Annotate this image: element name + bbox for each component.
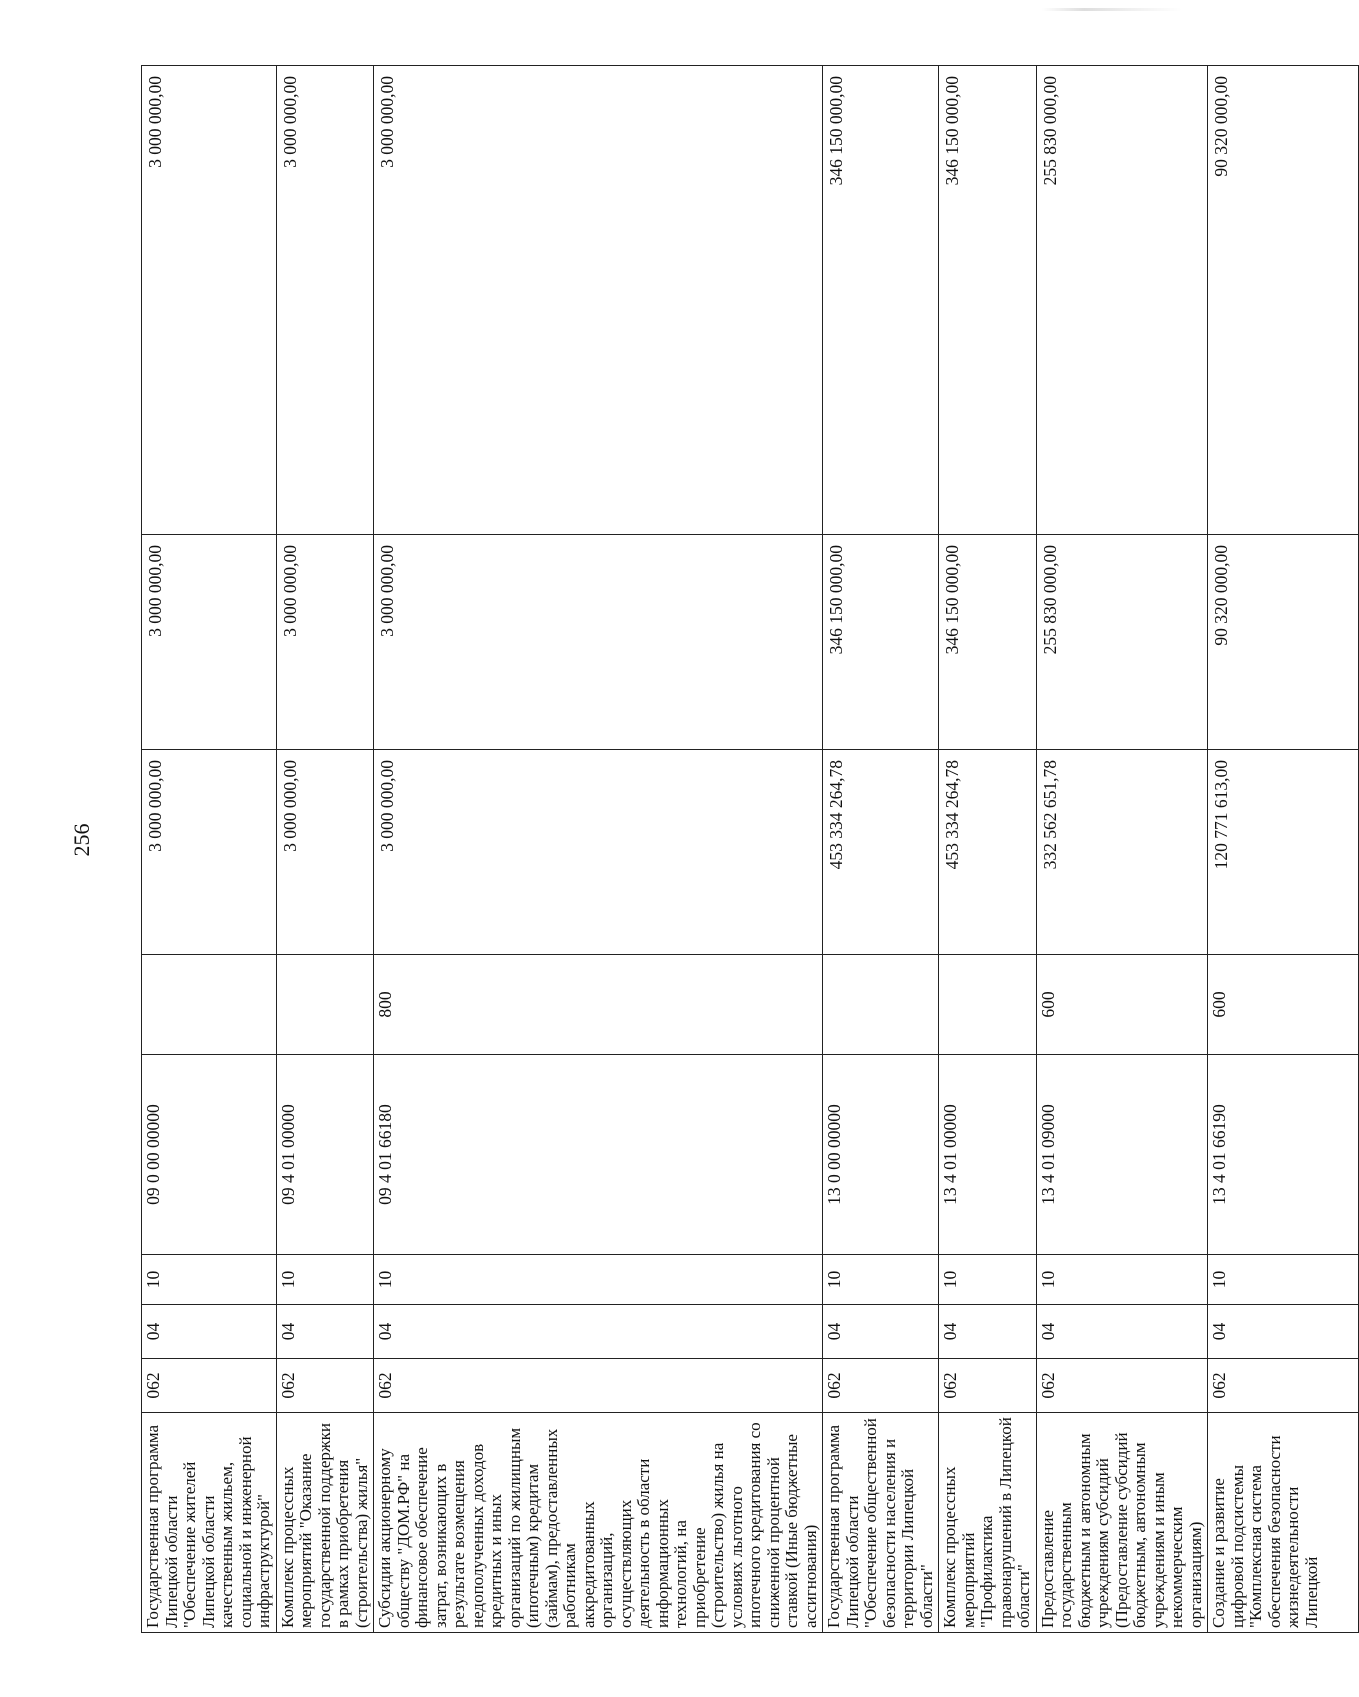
amount-year-3: 3 000 000,00 xyxy=(276,66,374,535)
subsection-code: 10 xyxy=(276,1255,374,1305)
section-code: 04 xyxy=(276,1305,374,1359)
grbs-code: 062 xyxy=(1036,1359,1208,1413)
expense-type-code: 800 xyxy=(374,955,823,1055)
amount-year-3: 346 150 000,00 xyxy=(939,66,1037,535)
row-name: Государственная программа Липецкой области "Обеспечение жителей Липецкой области качественным жильем, социальной и инженерной инфраструктурой" xyxy=(142,1413,277,1633)
subsection-code: 10 xyxy=(1036,1255,1208,1305)
amount-year-2: 255 830 000,00 xyxy=(1036,535,1208,750)
subsection-code: 10 xyxy=(142,1255,277,1305)
row-name: Комплекс процессных мероприятий "Оказание государственной поддержки в рамках приобретения (строительства) жилья" xyxy=(276,1413,374,1633)
amount-year-1: 3 000 000,00 xyxy=(276,750,374,955)
target-article-code: 13 4 01 00000 xyxy=(939,1055,1037,1255)
amount-year-3: 255 830 000,00 xyxy=(1036,66,1208,535)
subsection-code: 10 xyxy=(939,1255,1037,1305)
expense-type-code xyxy=(939,955,1037,1055)
expense-type-code xyxy=(823,955,939,1055)
section-code: 04 xyxy=(823,1305,939,1359)
amount-year-3: 3 000 000,00 xyxy=(374,66,823,535)
budget-table xyxy=(141,65,1359,1633)
amount-year-1: 120 771 613,00 xyxy=(1208,750,1359,955)
amount-year-2: 3 000 000,00 xyxy=(374,535,823,750)
table-row xyxy=(823,66,939,1633)
table-row xyxy=(1036,66,1208,1633)
amount-year-1: 332 562 651,78 xyxy=(1036,750,1208,955)
amount-year-3: 90 320 000,00 xyxy=(1208,66,1359,535)
row-name: Создание и развитие цифровой подсистемы "Комплексная система обеспечения безопасности жизнедеятельности Липецкой xyxy=(1208,1413,1359,1633)
amount-year-2: 346 150 000,00 xyxy=(939,535,1037,750)
table-row xyxy=(939,66,1037,1633)
row-name: Государственная программа Липецкой области "Обеспечение общественной безопасности населения и территории Липецкой области" xyxy=(823,1413,939,1633)
amount-year-2: 3 000 000,00 xyxy=(276,535,374,750)
amount-year-1: 3 000 000,00 xyxy=(374,750,823,955)
target-article-code: 09 4 01 00000 xyxy=(276,1055,374,1255)
amount-year-3: 346 150 000,00 xyxy=(823,66,939,535)
grbs-code: 062 xyxy=(374,1359,823,1413)
expense-type-code: 600 xyxy=(1208,955,1359,1055)
target-article-code: 13 4 01 66190 xyxy=(1208,1055,1359,1255)
amount-year-1: 3 000 000,00 xyxy=(142,750,277,955)
amount-year-3: 3 000 000,00 xyxy=(142,66,277,535)
target-article-code: 13 0 00 00000 xyxy=(823,1055,939,1255)
target-article-code: 09 0 00 00000 xyxy=(142,1055,277,1255)
section-code: 04 xyxy=(374,1305,823,1359)
grbs-code: 062 xyxy=(1208,1359,1359,1413)
subsection-code: 10 xyxy=(1208,1255,1359,1305)
table-row xyxy=(276,66,374,1633)
section-code: 04 xyxy=(1208,1305,1359,1359)
target-article-code: 13 4 01 09000 xyxy=(1036,1055,1208,1255)
grbs-code: 062 xyxy=(276,1359,374,1413)
table-row xyxy=(374,66,823,1633)
amount-year-2: 90 320 000,00 xyxy=(1208,535,1359,750)
section-code: 04 xyxy=(939,1305,1037,1359)
grbs-code: 062 xyxy=(939,1359,1037,1413)
grbs-code: 062 xyxy=(823,1359,939,1413)
target-article-code: 09 4 01 66180 xyxy=(374,1055,823,1255)
table-row xyxy=(1208,66,1359,1633)
page-number: 256 xyxy=(69,823,94,857)
section-code: 04 xyxy=(1036,1305,1208,1359)
table-row xyxy=(142,66,277,1633)
scan-artifact xyxy=(1042,8,1182,11)
expense-type-code xyxy=(142,955,277,1055)
section-code: 04 xyxy=(142,1305,277,1359)
expense-type-code xyxy=(276,955,374,1055)
rotated-table-wrapper xyxy=(141,66,1321,1633)
row-name: Субсидии акционерному обществу "ДОМ.РФ" на финансовое обеспечение затрат, возникающих в результате возмещения недополученных доходов кредитных и иных организаций по жилищным (ипотечным) кредитам (займам), предоставленных работникам аккредитованных организаций, осуществляющих деятельность в области информационных технологий, на приобретение (строительство) жилья на условиях льготного ипотечного кредитования со сниженной процентной ставкой (Иные бюджетные ассигнования) xyxy=(374,1413,823,1633)
grbs-code: 062 xyxy=(142,1359,277,1413)
subsection-code: 10 xyxy=(823,1255,939,1305)
amount-year-2: 3 000 000,00 xyxy=(142,535,277,750)
expense-type-code: 600 xyxy=(1036,955,1208,1055)
row-name: Комплекс процессных мероприятий "Профилактика правонарушений в Липецкой области" xyxy=(939,1413,1037,1633)
subsection-code: 10 xyxy=(374,1255,823,1305)
row-name: Предоставление государственным бюджетным и автономным учреждениям субсидий (Предоставление субсидий бюджетным, автономным учреждениям и иным некоммерческим организациям) xyxy=(1036,1413,1208,1633)
amount-year-1: 453 334 264,78 xyxy=(823,750,939,955)
amount-year-1: 453 334 264,78 xyxy=(939,750,1037,955)
amount-year-2: 346 150 000,00 xyxy=(823,535,939,750)
